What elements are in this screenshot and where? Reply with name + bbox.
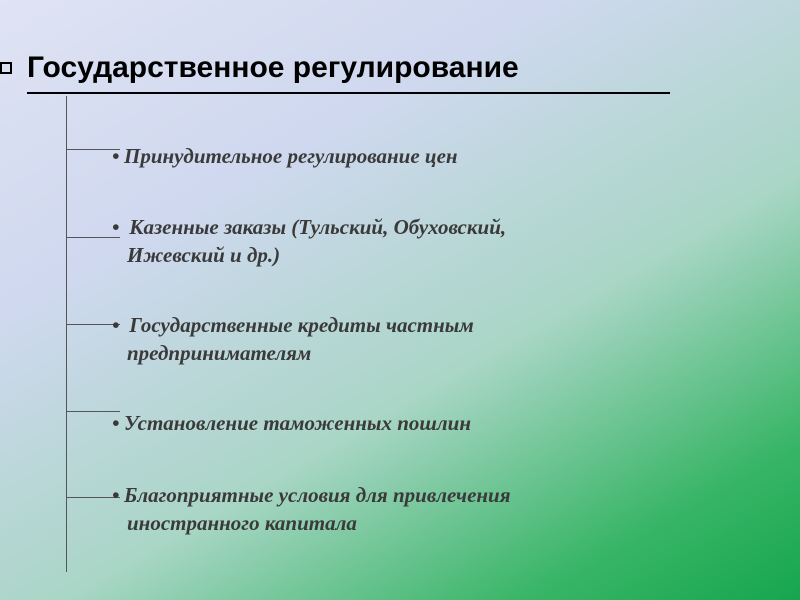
list-item-text: Казенные заказы (Тульский, Обуховский, [124, 215, 507, 239]
bullet-icon: • [112, 144, 120, 168]
bullet-icon: • [112, 313, 120, 337]
list-item-text: Принудительное регулирование цен [124, 144, 458, 168]
list-item-text-continued: предпринимателям [127, 341, 312, 365]
list-item [112, 409, 752, 437]
list-item [112, 213, 752, 269]
connector-line [66, 96, 67, 572]
list-item [112, 481, 752, 537]
list-item-text: Благоприятные условия для привлечения [124, 483, 511, 507]
bullet-icon: • [112, 483, 120, 507]
list-item [112, 311, 752, 367]
title-underline [27, 92, 670, 94]
bullet-icon: • [112, 215, 120, 239]
list-item-text: Государственные кредиты частным [124, 313, 474, 337]
hollow-square-icon [0, 62, 12, 74]
bullet-icon: • [112, 411, 120, 435]
list-item [112, 142, 752, 170]
list-item-text-continued: иностранного капитала [127, 511, 357, 535]
list-item-text: Установление таможенных пошлин [124, 411, 471, 435]
list-item-text-continued: Ижевский и др.) [127, 243, 281, 267]
slide-title: Государственное регулирование [27, 51, 519, 84]
